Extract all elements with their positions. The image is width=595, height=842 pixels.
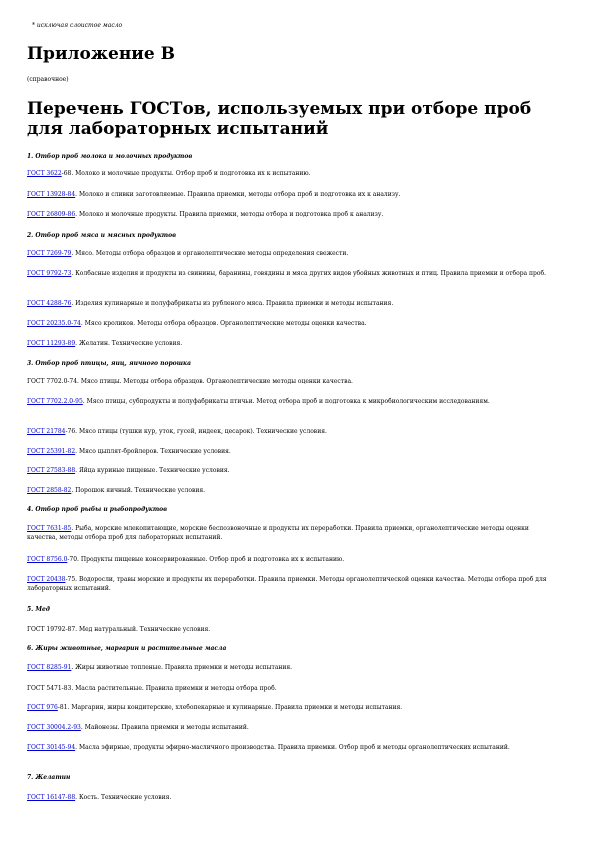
item-text: . Майонезы. Правила приемки и методы испытаний. xyxy=(80,724,249,731)
item-text: . Мясо птицы, субпродукты и полуфабрикаты птичьи. Метод отбора проб и подготовка к микробиологическим исследованиям. xyxy=(82,398,490,405)
list-item xyxy=(27,576,557,593)
list-item xyxy=(27,340,557,349)
list-item xyxy=(27,300,557,309)
gost-link[interactable]: ГОСТ 26809-86 xyxy=(27,211,76,218)
list-item xyxy=(27,398,557,407)
section-title: 4. Отбор проб рыбы и рыбопродуктов xyxy=(27,506,168,513)
gost-link[interactable]: ГОСТ 8756.0 xyxy=(27,556,68,563)
list-item xyxy=(27,467,557,476)
section-title: 7. Желатин xyxy=(27,774,71,781)
list-item xyxy=(27,685,557,694)
gost-link[interactable]: ГОСТ 30145-94 xyxy=(27,744,76,751)
item-text: ГОСТ 5471-83. Масла растительные. Правила приемки и методы отбора проб. xyxy=(27,685,277,692)
gost-link[interactable]: ГОСТ 21784 xyxy=(27,428,66,435)
section-title: 6. Жиры животные, маргарин и растительные масла xyxy=(27,645,227,652)
gost-link[interactable]: ГОСТ 30004.2-93 xyxy=(27,724,81,731)
list-item xyxy=(27,487,557,496)
item-text: -81. Маргарин, жиры кондитерские, хлебопекарные и кулинарные. Правила приемки и методы испытания. xyxy=(57,704,403,711)
list-item xyxy=(27,626,557,635)
item-text: . Масла эфирные, продукты эфирно-масличного производства. Правила приемки. Отбор проб и методы органолептических испытаний. xyxy=(75,744,510,751)
list-item xyxy=(27,724,557,733)
gost-link[interactable]: ГОСТ 3622 xyxy=(27,170,62,177)
item-text: . Мясо кроликов. Методы отбора образцов. Органолептические методы оценки качества. xyxy=(80,320,367,327)
list-item xyxy=(27,704,557,713)
item-text: . Молоко и молочные продукты. Правила приемки, методы отбора и подготовка проб к анализу. xyxy=(75,211,384,218)
gost-link[interactable]: ГОСТ 8285-91 xyxy=(27,664,72,671)
item-text: . Порошок яичный. Технические условия. xyxy=(71,487,206,494)
list-item xyxy=(27,170,557,179)
item-text: . Кость. Технические условия. xyxy=(75,794,172,801)
gost-link[interactable]: ГОСТ 13928-84 xyxy=(27,191,76,198)
appendix-title: Приложение В xyxy=(27,44,176,64)
item-text: . Молоко и сливки заготовляемые. Правила приемки, методы отбора проб и подготовка их к анализу. xyxy=(75,191,401,198)
gost-link[interactable]: ГОСТ 27583-88 xyxy=(27,467,76,474)
gost-link[interactable]: ГОСТ 11293-89 xyxy=(27,340,76,347)
item-text: -70. Продукты пищевые консервированные. Отбор проб и подготовка их к испытанию. xyxy=(67,556,345,563)
appendix-subtitle: (справочное) xyxy=(27,76,69,83)
item-text: ГОСТ 19792-87. Мед натуральный. Технические условия. xyxy=(27,626,211,633)
list-item xyxy=(27,428,557,437)
gost-link[interactable]: ГОСТ 7631-85 xyxy=(27,525,72,532)
gost-link[interactable]: ГОСТ 20438 xyxy=(27,576,66,583)
item-text: -75. Водоросли, травы морские и продукты их переработки. Правила приемки. Методы органолептической оценки качества. Методы отбора проб для лабораторных испытаний. xyxy=(27,576,547,592)
list-item xyxy=(27,320,557,329)
list-item xyxy=(27,211,557,220)
gost-link[interactable]: ГОСТ 9792-73 xyxy=(27,270,72,277)
list-item xyxy=(27,556,557,565)
item-text: . Рыба, морские млекопитающие, морские беспозвоночные и продукты их переработки. Правила приемки, органолептические методы оценки качества, методы отбора проб для лабораторных испытаний. xyxy=(27,525,529,541)
gost-link[interactable]: ГОСТ 7269-79 xyxy=(27,250,72,257)
section-title: 2. Отбор проб мяса и мясных продуктов xyxy=(27,232,177,239)
list-item xyxy=(27,191,557,200)
list-item xyxy=(27,525,557,542)
footnote-text: * исключая слоистое масло xyxy=(32,22,123,29)
gost-link[interactable]: ГОСТ 4288-76 xyxy=(27,300,72,307)
item-text: -68. Молоко и молочные продукты. Отбор проб и подготовка их к испытанию. xyxy=(61,170,311,177)
gost-link[interactable]: ГОСТ 7702.2.0-95 xyxy=(27,398,83,405)
item-text: -76. Мясо птицы (тушки кур, уток, гусей, индеек, цесарок). Технические условия. xyxy=(65,428,327,435)
section-title: 3. Отбор проб птицы, яиц, яичного порошка xyxy=(27,360,191,367)
item-text: ГОСТ 7702.0-74. Мясо птицы. Методы отбора образцов. Органолептические методы оценки качества. xyxy=(27,378,353,385)
item-text: . Яйца куриные пищевые. Технические условия. xyxy=(75,467,230,474)
item-text: . Мясо цыплят-бройлеров. Технические условия. xyxy=(75,448,231,455)
list-item xyxy=(27,250,557,259)
list-item xyxy=(27,794,557,803)
item-text: . Изделия кулинарные и полуфабрикаты из рубленого мяса. Правила приемки и методы испытания. xyxy=(71,300,394,307)
item-text: . Желатин. Технические условия. xyxy=(75,340,183,347)
section-title: 5. Мед xyxy=(27,606,50,613)
list-item xyxy=(27,270,557,279)
gost-link[interactable]: ГОСТ 25391-82 xyxy=(27,448,76,455)
list-item xyxy=(27,448,557,457)
item-text: . Жиры животные топленые. Правила приемки и методы испытания. xyxy=(71,664,293,671)
item-text: . Колбасные изделия и продукты из свинины, баранины, говядины и мяса других видов убойных животных и птиц. Правила приемки и отбора проб. xyxy=(71,270,547,277)
list-item xyxy=(27,744,557,753)
gost-link[interactable]: ГОСТ 20235.0-74 xyxy=(27,320,81,327)
list-item xyxy=(27,664,557,673)
list-item xyxy=(27,378,557,387)
item-text: . Мясо. Методы отбора образцов и органолептические методы определения свежести. xyxy=(71,250,349,257)
gost-link[interactable]: ГОСТ 976 xyxy=(27,704,58,711)
gost-link[interactable]: ГОСТ 16147-88 xyxy=(27,794,76,801)
gost-link[interactable]: ГОСТ 2858-82 xyxy=(27,487,72,494)
section-title: 1. Отбор проб молока и молочных продуктов xyxy=(27,153,193,160)
page-heading: Перечень ГОСТов, используемых при отборе проб для лабораторных испытаний xyxy=(27,99,532,139)
